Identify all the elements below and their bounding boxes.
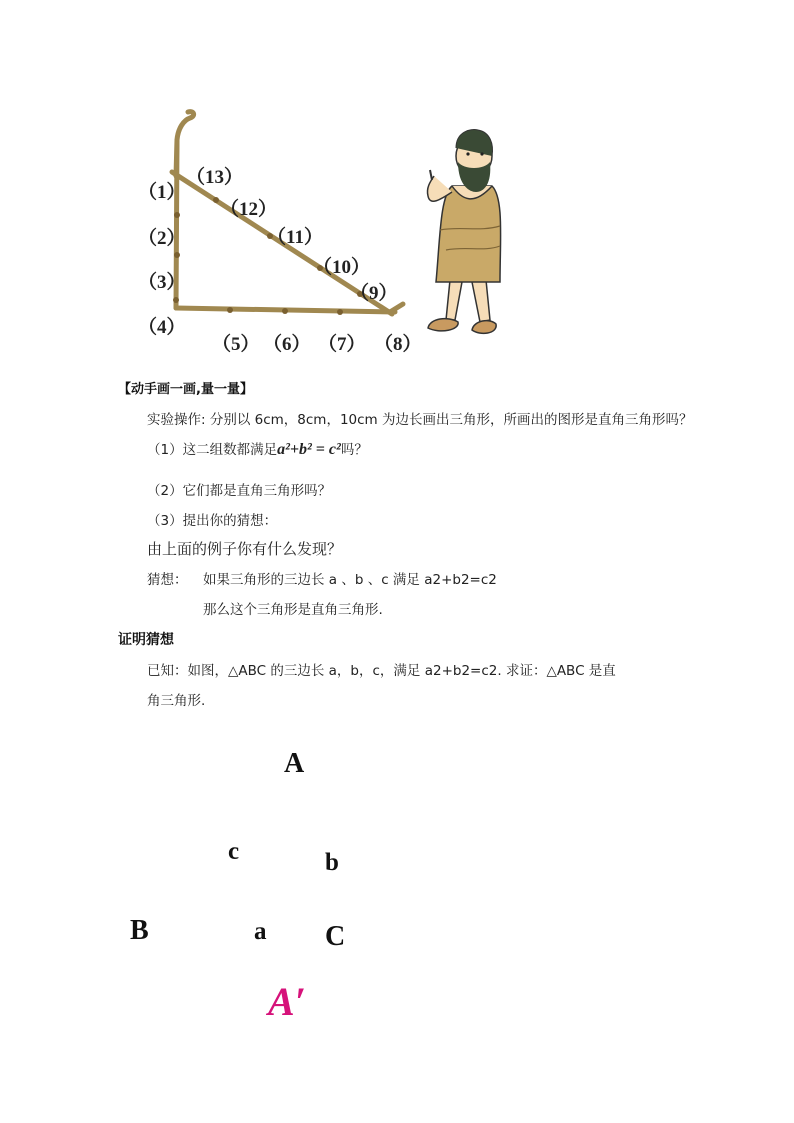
question-3: （3）提出你的猜想： xyxy=(147,513,278,529)
pythagorean-formula: a²+b² = c² xyxy=(277,441,341,458)
vertex-label-b: B xyxy=(130,915,149,946)
section-heading-draw-measure: 【动手画一画,量一量】 xyxy=(118,382,253,397)
side-label-c: c xyxy=(228,838,240,865)
vertex-label-a: A xyxy=(284,748,305,779)
given-line-2: 角三角形. xyxy=(147,693,206,709)
side-label-b: b xyxy=(325,849,339,876)
knot-label-4: （4） xyxy=(138,317,186,338)
guess-label: 猜想： xyxy=(147,572,188,588)
knot-label-12: （12） xyxy=(220,199,278,220)
knot-label-10: （10） xyxy=(313,257,371,278)
vertex-label-a-prime: A′ xyxy=(268,979,306,1024)
question-1-after: 吗？ xyxy=(340,442,368,458)
side-label-a: a xyxy=(254,918,267,945)
knot-label-8: （8） xyxy=(374,334,422,355)
given-line-1: 已知：如图，△ABC 的三边长 a，b，c，满足 a2+b2=c2. 求证：△ABC 是直 xyxy=(147,663,616,679)
question-1 xyxy=(147,438,368,459)
experiment-text: 实验操作: 分别以 6cm，8cm，10cm 为边长画出三角形，所画出的图形是直角三角形吗？ xyxy=(147,412,693,428)
question-2: （2）它们都是直角三角形吗？ xyxy=(147,483,332,499)
knot-label-1: （1） xyxy=(138,182,186,203)
knot-label-5: （5） xyxy=(212,334,260,355)
knot-label-6: （6） xyxy=(263,334,311,355)
knot-label-2: （2） xyxy=(138,228,186,249)
knot-label-13: （13） xyxy=(186,167,244,188)
vertex-label-c: C xyxy=(325,921,346,952)
question-1-before: （1）这二组数都满足 xyxy=(147,442,278,458)
knot-label-7: （7） xyxy=(318,334,366,355)
guess-line-2: 那么这个三角形是直角三角形. xyxy=(203,602,383,618)
guess-line-1: 如果三角形的三边长 a 、b 、c 满足 a2+b2=c2 xyxy=(203,572,497,588)
knot-label-3: （3） xyxy=(138,272,186,293)
knot-label-9: （9） xyxy=(350,283,398,304)
knot-label-11: （11） xyxy=(267,227,323,248)
section-heading-prove: 证明猜想 xyxy=(118,632,174,648)
discover-prompt: 由上面的例子你有什么发现？ xyxy=(147,540,343,558)
